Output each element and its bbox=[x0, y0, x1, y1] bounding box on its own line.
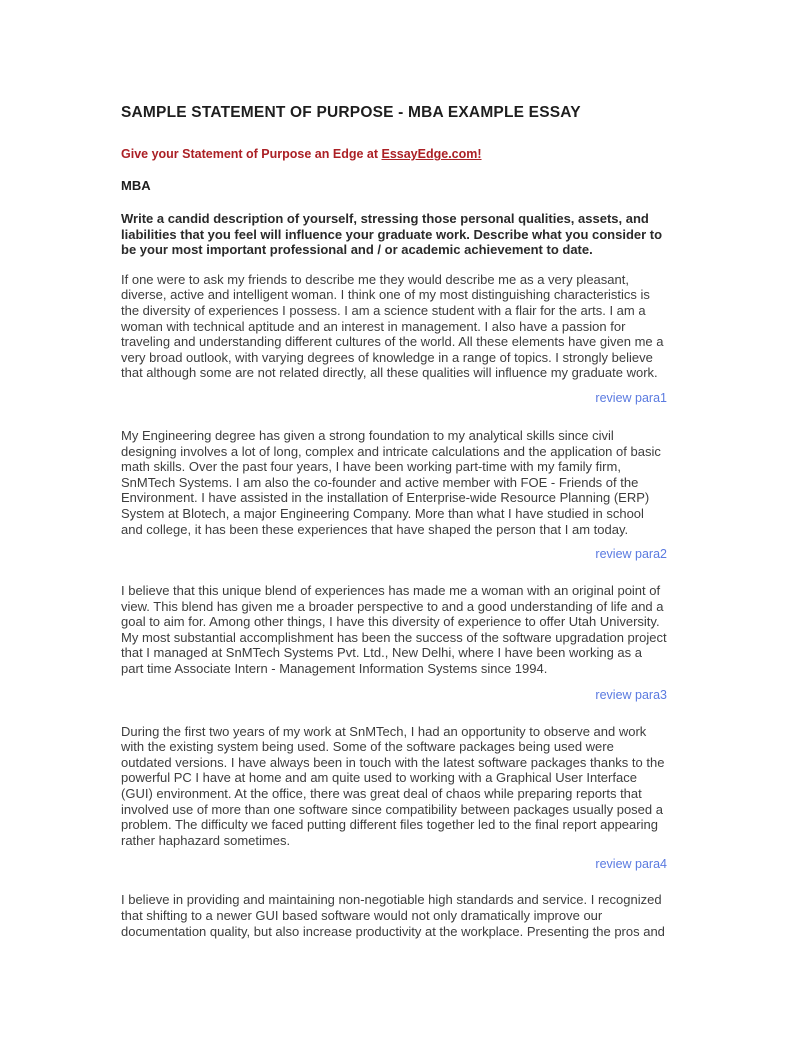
essay-paragraph-5: I believe in providing and maintaining non-negotiable high standards and service. I recognized that shifting to a newer GUI based software would not only dramatically improve our documentation quality, but also increase productivity at the workplace. Presenting the pros and bbox=[121, 892, 665, 939]
degree-heading: MBA bbox=[121, 178, 151, 193]
review-para2-link[interactable]: review para2 bbox=[595, 547, 667, 562]
promo-line bbox=[121, 147, 667, 162]
essay-prompt: Write a candid description of yourself, stressing those personal qualities, assets, and liabilities that you feel will influence your graduate work. Describe what you consider to be your most important professional and / or academic achievement to date. bbox=[121, 211, 663, 258]
page-title: SAMPLE STATEMENT OF PURPOSE - MBA EXAMPLE ESSAY bbox=[121, 104, 581, 121]
review-row-3 bbox=[121, 688, 667, 703]
essayedge-link[interactable]: EssayEdge.com! bbox=[381, 147, 482, 161]
review-row-2 bbox=[121, 547, 667, 562]
document-content bbox=[121, 104, 667, 939]
essay-paragraph-4: During the first two years of my work at SnMTech, I had an opportunity to observe and work with the existing system being used. Some of the software packages being used were outdated versions. I have always been in touch with the latest software packages thanks to the powerful PC I have at home and am quite used to working with a Graphical User Interface (GUI) environment. At the office, there was great deal of chaos while preparing reports that involved use of more than one software since compatibility between packages usually posed a problem. The difficulty we faced putting different files together led to the final report appearing rather haphazard sometimes. bbox=[121, 723, 665, 848]
review-para1-link[interactable]: review para1 bbox=[595, 390, 667, 405]
review-row-1 bbox=[121, 391, 667, 406]
review-row-4 bbox=[121, 857, 667, 872]
review-para4-link[interactable]: review para4 bbox=[595, 857, 667, 872]
essay-paragraph-2: My Engineering degree has given a strong foundation to my analytical skills since civil designing involves a lot of long, complex and intricate calculations and the application of basic math skills. Over the past four years, I have been working part-time with my family firm, SnMTech Systems. I am also the co-founder and active member with FOE - Friends of the Environment. I have assisted in the installation of Enterprise-wide Resource Planning (ERP) System at Blotech, a major Engineering Company. More than what I have studied in school and college, it has been these experiences that have shaped the person that I am today. bbox=[121, 427, 661, 537]
promo-text: Give your Statement of Purpose an Edge at bbox=[121, 147, 382, 161]
essay-paragraph-1: If one were to ask my friends to describe me they would describe me as a very pleasant, diverse, active and intelligent woman. I think one of my most distinguishing characteristics is the diversity of experiences I possess. I am a science student with a flair for the arts. I am a woman with technical aptitude and an interest in management. I also have a passion for traveling and understanding different cultures of the world. All these elements have given me a very broad outlook, with varying degrees of knowledge in a range of topics. I strongly believe that although some are not related directly, all these qualities will influence my graduate work. bbox=[121, 271, 664, 381]
essay-paragraph-3: I believe that this unique blend of experiences has made me a woman with an original point of view. This blend has given me a broader perspective to and a good understanding of life and a goal to aim for. Among other things, I have this diversity of experience to offer Utah University. My most substantial accomplishment has been the success of the software upgradation project that I managed at SnMTech Systems Pvt. Ltd., New Delhi, where I have been working as a part time Associate Intern - Management Information Systems since 1994. bbox=[121, 583, 667, 677]
review-para3-link[interactable]: review para3 bbox=[595, 687, 667, 702]
